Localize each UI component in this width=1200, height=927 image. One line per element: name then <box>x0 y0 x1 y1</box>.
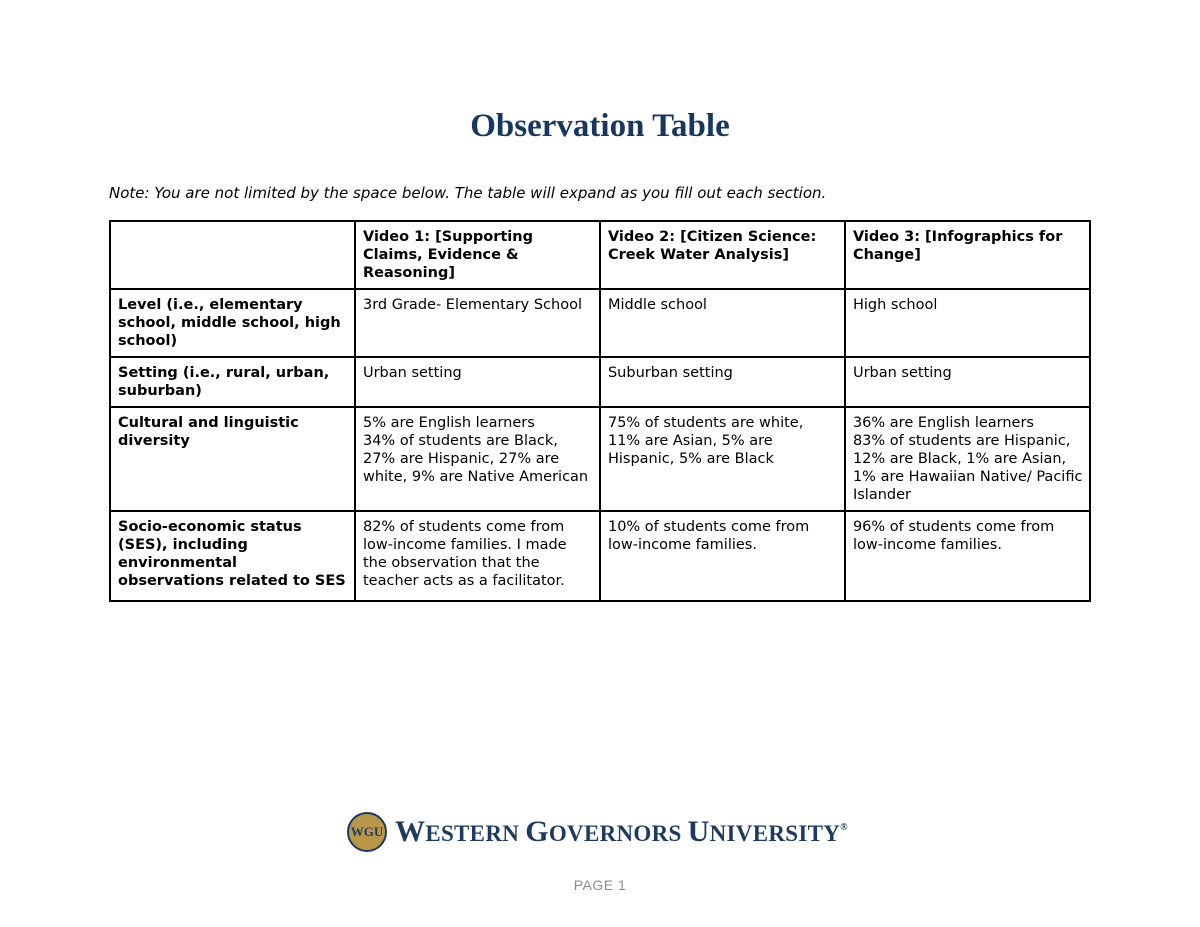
cell-line: 96% of students come from low-income families. <box>852 519 1055 553</box>
cell-line: 3rd Grade- Elementary School <box>362 297 582 313</box>
table-cell <box>355 511 600 601</box>
cell-line: Urban setting <box>852 365 952 381</box>
table-row <box>110 511 1090 601</box>
observation-table <box>109 220 1091 602</box>
row-label: Cultural and linguistic diversity <box>110 407 355 511</box>
logo-word-rest: ESTERN <box>425 821 526 846</box>
table-cell <box>600 407 845 511</box>
page-number: PAGE 1 <box>573 877 627 893</box>
table-cell <box>355 357 600 407</box>
logo-initial: G <box>525 815 549 848</box>
table-header-cell: Video 1: [Supporting Claims, Evidence & Reasoning] <box>355 221 600 289</box>
logo-word-rest: NIVERSITY <box>709 821 841 846</box>
registered-mark: ® <box>840 822 848 833</box>
table-cell <box>355 289 600 357</box>
page-title: Observation Table <box>470 108 730 144</box>
cell-line: Suburban setting <box>607 365 733 381</box>
cell-line: 82% of students come from low-income families. I made the observation that the teacher acts as a facilitator. <box>362 519 567 589</box>
table-row <box>110 289 1090 357</box>
cell-line: Middle school <box>607 297 707 313</box>
cell-line: 34% of students are Black, 27% are Hispanic, 27% are white, 9% are Native American <box>362 433 589 485</box>
cell-line: 36% are English learners <box>852 415 1034 431</box>
row-label: Socio-economic status (SES), including environmental observations related to SES <box>110 511 355 601</box>
cell-line: Urban setting <box>362 365 462 381</box>
table-row <box>110 357 1090 407</box>
logo-word-rest: OVERNORS <box>548 821 688 846</box>
table-header-cell: Video 3: [Infographics for Change] <box>845 221 1090 289</box>
table-cell <box>845 407 1090 511</box>
university-logo <box>347 810 857 854</box>
table-row <box>110 407 1090 511</box>
table-cell <box>845 357 1090 407</box>
cell-line: 5% are English learners <box>362 415 535 431</box>
university-name <box>395 815 848 849</box>
table-header-cell <box>110 221 355 289</box>
logo-initial: W <box>395 815 426 848</box>
cell-line: 10% of students come from low-income families. <box>607 519 810 553</box>
cell-line: 75% of students are white, 11% are Asian, 5% are Hispanic, 5% are Black <box>607 415 804 467</box>
logo-initial: U <box>687 815 710 848</box>
table-cell <box>600 357 845 407</box>
cell-line: High school <box>852 297 938 313</box>
table-cell <box>600 511 845 601</box>
table-header-row <box>110 221 1090 289</box>
cell-line: 83% of students are Hispanic, 12% are Black, 1% are Asian, 1% are Hawaiian Native/ Pacific Islander <box>852 433 1083 503</box>
university-seal-icon: WGU <box>347 812 387 852</box>
table-cell <box>845 289 1090 357</box>
row-label: Level (i.e., elementary school, middle school, high school) <box>110 289 355 357</box>
table-cell <box>600 289 845 357</box>
row-label: Setting (i.e., rural, urban, suburban) <box>110 357 355 407</box>
table-cell <box>845 511 1090 601</box>
note-text: Note: You are not limited by the space below. The table will expand as you fill out each section. <box>109 184 827 202</box>
table-cell <box>355 407 600 511</box>
table-header-cell: Video 2: [Citizen Science: Creek Water Analysis] <box>600 221 845 289</box>
